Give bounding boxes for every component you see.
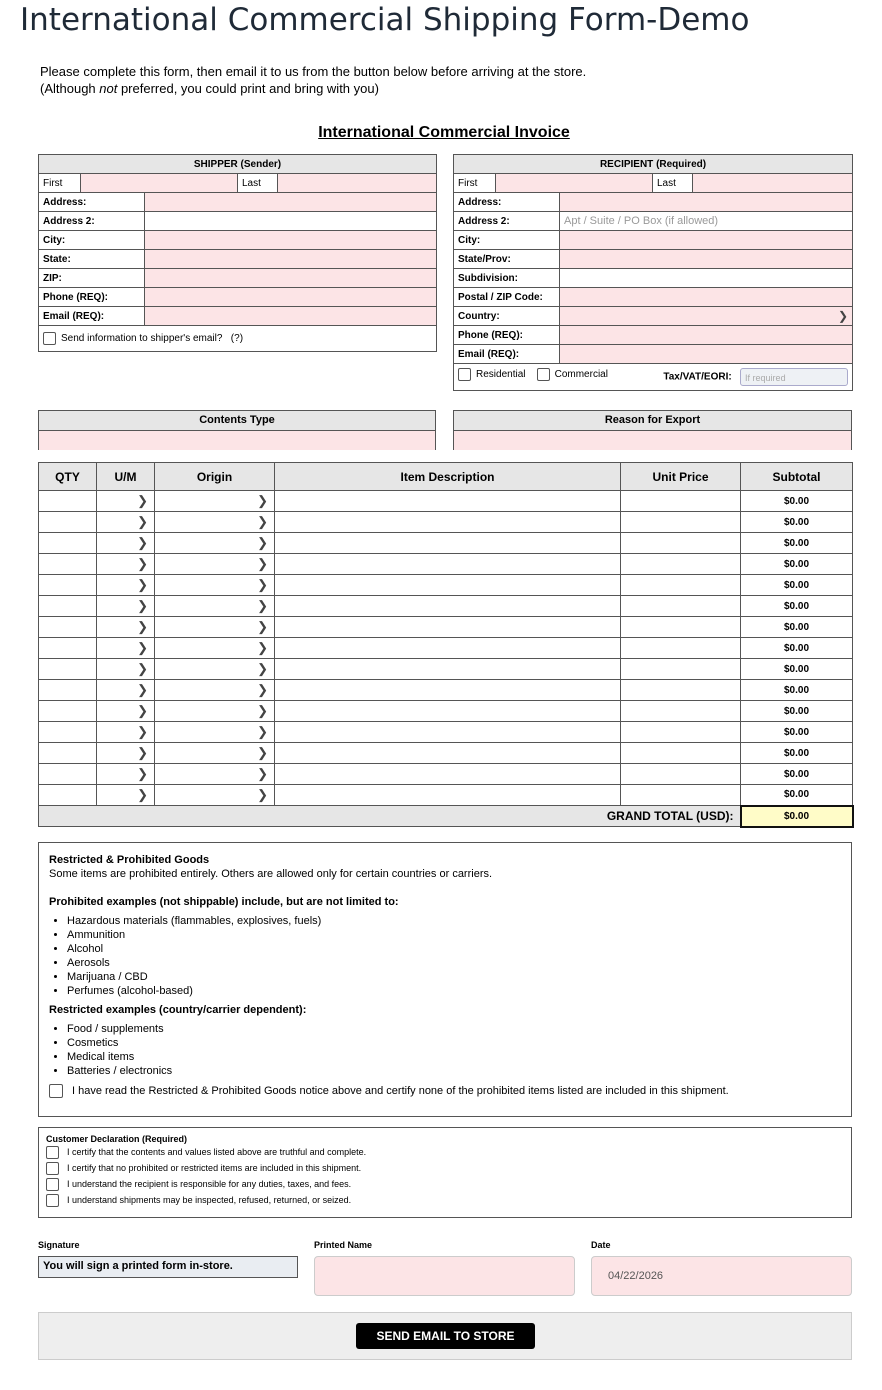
declaration-item	[46, 1176, 844, 1192]
declaration-list	[46, 1144, 844, 1208]
residential-label: Residential	[476, 369, 526, 381]
subtotal-value: $0.00	[741, 491, 853, 512]
tax-label: Tax/VAT/EORI:	[663, 371, 732, 383]
certify-checkbox[interactable]	[49, 1084, 63, 1098]
chevron-down-icon: ❯	[137, 577, 148, 592]
list-item: • Hazardous materials (flammables, explosives, fuels)	[67, 914, 841, 928]
intro-line-2-post: preferred, you could print and bring with you)	[117, 81, 379, 96]
signature-label: Signature	[38, 1240, 80, 1250]
intro-line-1: Please complete this form, then email it to us from the button below before arriving at the store.	[40, 64, 587, 79]
table-row	[39, 764, 853, 785]
grand-total-value: $0.00	[741, 806, 853, 827]
shipper-table	[38, 154, 437, 352]
restricted-list	[49, 1022, 841, 1078]
items-col-header: Subtotal	[741, 463, 853, 491]
chevron-down-icon: ❯	[137, 682, 148, 697]
description-input[interactable]	[275, 491, 621, 512]
table-row	[39, 722, 853, 743]
send-info-checkbox[interactable]	[43, 332, 56, 345]
description-input[interactable]	[275, 575, 621, 596]
unit-price-input[interactable]	[621, 764, 741, 785]
chevron-down-icon: ❯	[257, 745, 268, 760]
declaration-item	[46, 1144, 844, 1160]
recipient-phone-input[interactable]	[560, 326, 853, 345]
table-row	[39, 785, 853, 806]
um-select[interactable]	[97, 533, 155, 554]
chevron-down-icon: ❯	[257, 493, 268, 508]
recipient-city-label: City:	[454, 231, 560, 250]
unit-price-input[interactable]	[621, 533, 741, 554]
shipper-email-input[interactable]	[145, 307, 437, 326]
subtotal-value: $0.00	[741, 596, 853, 617]
chevron-down-icon: ❯	[257, 682, 268, 697]
recipient-last-input[interactable]	[693, 174, 853, 193]
unit-price-input[interactable]	[621, 701, 741, 722]
table-row	[39, 575, 853, 596]
restricted-intro: Some items are prohibited entirely. Others are allowed only for certain countries or carriers.	[49, 868, 493, 880]
footer-bar	[38, 1312, 852, 1360]
tax-input[interactable]: If required	[740, 368, 848, 386]
residential-checkbox[interactable]	[458, 368, 471, 381]
qty-input[interactable]	[39, 722, 97, 743]
subtotal-value: $0.00	[741, 638, 853, 659]
um-select[interactable]	[97, 617, 155, 638]
description-input[interactable]	[275, 785, 621, 806]
description-input[interactable]	[275, 638, 621, 659]
origin-select[interactable]	[155, 722, 275, 743]
shipper-phone-label: Phone (REQ):	[39, 288, 145, 307]
shipper-phone-input[interactable]	[145, 288, 437, 307]
qty-input[interactable]	[39, 533, 97, 554]
table-row	[39, 638, 853, 659]
subtotal-value: $0.00	[741, 617, 853, 638]
qty-input[interactable]	[39, 743, 97, 764]
recipient-email-label: Email (REQ):	[454, 345, 560, 364]
chevron-down-icon: ❯	[137, 766, 148, 781]
description-input[interactable]	[275, 533, 621, 554]
qty-input[interactable]	[39, 554, 97, 575]
recipient-state-input[interactable]	[560, 250, 853, 269]
table-row	[39, 680, 853, 701]
chevron-down-icon: ❯	[137, 535, 148, 550]
description-input[interactable]	[275, 764, 621, 785]
description-input[interactable]	[275, 554, 621, 575]
commercial-checkbox[interactable]	[537, 368, 550, 381]
qty-input[interactable]	[39, 491, 97, 512]
declaration-checkbox[interactable]	[46, 1178, 59, 1191]
um-select[interactable]	[97, 785, 155, 806]
chevron-down-icon: ❯	[257, 619, 268, 634]
commercial-label: Commercial	[554, 369, 608, 381]
recipient-address2-label: Address 2:	[454, 212, 560, 231]
restricted-examples-title: Restricted examples (country/carrier dependent):	[49, 1004, 307, 1016]
intro-line-2-pre: (Although	[40, 81, 100, 96]
recipient-first-input[interactable]	[496, 174, 653, 193]
um-select[interactable]	[97, 764, 155, 785]
reason-export-box	[453, 410, 852, 450]
list-item: • Medical items	[67, 1050, 841, 1064]
table-row	[39, 491, 853, 512]
recipient-type-row	[454, 364, 853, 391]
contents-type-box	[38, 410, 436, 450]
list-item: • Aerosols	[67, 956, 841, 970]
intro-line-2	[40, 80, 586, 97]
qty-input[interactable]	[39, 512, 97, 533]
chevron-down-icon: ❯	[257, 766, 268, 781]
chevron-down-icon: ❯	[257, 577, 268, 592]
origin-select[interactable]	[155, 533, 275, 554]
origin-select[interactable]	[155, 491, 275, 512]
list-item: • Batteries / electronics	[67, 1064, 841, 1078]
restricted-goods-panel	[38, 842, 852, 1117]
chevron-down-icon: ❯	[137, 619, 148, 634]
subtotal-value: $0.00	[741, 554, 853, 575]
subtotal-value: $0.00	[741, 659, 853, 680]
um-select[interactable]	[97, 638, 155, 659]
table-row	[39, 554, 853, 575]
um-select[interactable]	[97, 659, 155, 680]
table-row	[39, 743, 853, 764]
qty-input[interactable]	[39, 764, 97, 785]
invoice-title: International Commercial Invoice	[318, 124, 570, 141]
um-select[interactable]	[97, 491, 155, 512]
reason-export-label: Reason for Export	[454, 411, 851, 431]
date-label: Date	[591, 1240, 611, 1250]
unit-price-input[interactable]	[621, 743, 741, 764]
unit-price-input[interactable]	[621, 722, 741, 743]
shipper-address-input[interactable]	[145, 193, 437, 212]
page-title: International Commercial Shipping Form-Demo	[20, 2, 750, 38]
um-select[interactable]	[97, 596, 155, 617]
declaration-checkbox[interactable]	[46, 1194, 59, 1207]
recipient-country-label: Country:	[454, 307, 560, 326]
shipper-address-label: Address:	[39, 193, 145, 212]
recipient-postal-input[interactable]	[560, 288, 853, 307]
origin-select[interactable]	[155, 554, 275, 575]
qty-input[interactable]	[39, 680, 97, 701]
unit-price-input[interactable]	[621, 575, 741, 596]
unit-price-input[interactable]	[621, 680, 741, 701]
unit-price-input[interactable]	[621, 659, 741, 680]
description-input[interactable]	[275, 743, 621, 764]
origin-select[interactable]	[155, 638, 275, 659]
chevron-down-icon: ❯	[257, 640, 268, 655]
um-select[interactable]	[97, 701, 155, 722]
contents-type-input[interactable]	[39, 431, 435, 450]
recipient-country-select[interactable]	[560, 307, 853, 326]
um-select[interactable]	[97, 554, 155, 575]
declaration-item	[46, 1192, 844, 1208]
description-input[interactable]	[275, 701, 621, 722]
subtotal-value: $0.00	[741, 701, 853, 722]
origin-select[interactable]	[155, 659, 275, 680]
shipper-email-label: Email (REQ):	[39, 307, 145, 326]
recipient-subdivision-input[interactable]	[560, 269, 853, 288]
unit-price-input[interactable]	[621, 512, 741, 533]
chevron-down-icon: ❯	[257, 703, 268, 718]
recipient-subdivision-label: Subdivision:	[454, 269, 560, 288]
declaration-item	[46, 1160, 844, 1176]
chevron-down-icon: ❯	[257, 535, 268, 550]
chevron-down-icon: ❯	[137, 745, 148, 760]
um-select[interactable]	[97, 722, 155, 743]
shipper-first-label: First	[39, 174, 81, 193]
origin-select[interactable]	[155, 575, 275, 596]
chevron-down-icon: ❯	[257, 724, 268, 739]
recipient-header: RECIPIENT (Required)	[454, 155, 853, 174]
recipient-address-label: Address:	[454, 193, 560, 212]
certify-row	[49, 1084, 841, 1098]
shipper-last-input[interactable]	[278, 174, 437, 193]
list-item: • Perfumes (alcohol-based)	[67, 984, 841, 998]
items-col-header: Origin	[155, 463, 275, 491]
chevron-down-icon: ❯	[137, 661, 148, 676]
items-col-header: Unit Price	[621, 463, 741, 491]
subtotal-value: $0.00	[741, 533, 853, 554]
chevron-down-icon: ❯	[137, 493, 148, 508]
chevron-down-icon: ❯	[257, 787, 268, 802]
um-select[interactable]	[97, 512, 155, 533]
intro-text	[40, 63, 586, 97]
description-input[interactable]	[275, 680, 621, 701]
declaration-label: I understand the recipient is responsible for any duties, taxes, and fees.	[67, 1179, 352, 1189]
restricted-title: Restricted & Prohibited Goods	[49, 854, 210, 866]
recipient-address-input[interactable]	[560, 193, 853, 212]
list-item: • Ammunition	[67, 928, 841, 942]
prohibited-list	[49, 914, 841, 998]
list-item: • Marijuana / CBD	[67, 970, 841, 984]
recipient-last-label: Last	[653, 174, 693, 193]
date-input[interactable]: 04/22/2026	[591, 1256, 852, 1296]
subtotal-value: $0.00	[741, 764, 853, 785]
contents-type-label: Contents Type	[39, 411, 435, 431]
chevron-down-icon: ❯	[257, 598, 268, 613]
description-input[interactable]	[275, 596, 621, 617]
origin-select[interactable]	[155, 785, 275, 806]
chevron-down-icon: ❯	[257, 556, 268, 571]
chevron-down-icon: ❯	[137, 514, 148, 529]
chevron-down-icon: ❯	[137, 787, 148, 802]
description-input[interactable]	[275, 659, 621, 680]
recipient-first-label: First	[454, 174, 496, 193]
recipient-state-label: State/Prov:	[454, 250, 560, 269]
items-table	[38, 462, 854, 828]
chevron-down-icon: ❯	[257, 661, 268, 676]
items-body	[39, 491, 853, 827]
chevron-down-icon: ❯	[837, 309, 849, 323]
shipper-city-input[interactable]	[145, 231, 437, 250]
declaration-checkbox[interactable]	[46, 1146, 59, 1159]
qty-input[interactable]	[39, 617, 97, 638]
subtotal-value: $0.00	[741, 680, 853, 701]
recipient-table	[453, 154, 853, 391]
grand-total-row	[39, 806, 853, 827]
subtotal-value: $0.00	[741, 743, 853, 764]
declaration-label: I understand shipments may be inspected, refused, returned, or seized.	[67, 1195, 352, 1205]
origin-select[interactable]	[155, 701, 275, 722]
list-item: • Alcohol	[67, 942, 841, 956]
chevron-down-icon: ❯	[137, 640, 148, 655]
send-info-label: Send information to shipper's email?	[61, 333, 223, 345]
send-email-button[interactable]: SEND EMAIL TO STORE	[356, 1323, 535, 1349]
origin-select[interactable]	[155, 617, 275, 638]
subtotal-value: $0.00	[741, 785, 853, 806]
table-row	[39, 617, 853, 638]
origin-select[interactable]	[155, 743, 275, 764]
list-item: • Cosmetics	[67, 1036, 841, 1050]
shipper-first-input[interactable]	[81, 174, 238, 193]
unit-price-input[interactable]	[621, 617, 741, 638]
subtotal-value: $0.00	[741, 722, 853, 743]
signature-box: You will sign a printed form in-store.	[38, 1256, 298, 1278]
origin-select[interactable]	[155, 680, 275, 701]
grand-total-label: GRAND TOTAL (USD):	[39, 806, 741, 827]
chevron-down-icon: ❯	[137, 724, 148, 739]
chevron-down-icon: ❯	[137, 703, 148, 718]
shipper-send-info-row	[39, 326, 437, 352]
items-col-header: QTY	[39, 463, 97, 491]
table-row	[39, 533, 853, 554]
description-input[interactable]	[275, 617, 621, 638]
shipper-header: SHIPPER (Sender)	[39, 155, 437, 174]
shipper-address2-input[interactable]	[145, 212, 437, 231]
table-row	[39, 596, 853, 617]
recipient-email-input[interactable]	[560, 345, 853, 364]
items-col-header: U/M	[97, 463, 155, 491]
list-item: • Food / supplements	[67, 1022, 841, 1036]
recipient-address2-input[interactable]: Apt / Suite / PO Box (if allowed)	[560, 212, 853, 231]
shipper-state-input[interactable]	[145, 250, 437, 269]
table-row	[39, 659, 853, 680]
prohibited-title: Prohibited examples (not shippable) include, but are not limited to:	[49, 896, 399, 908]
declaration-checkbox[interactable]	[46, 1162, 59, 1175]
declaration-title: Customer Declaration (Required)	[46, 1134, 188, 1144]
shipper-state-label: State:	[39, 250, 145, 269]
help-icon[interactable]: (?)	[230, 333, 244, 345]
certify-label: I have read the Restricted & Prohibited Goods notice above and certify none of the prohibited items listed are included in this shipment.	[72, 1085, 729, 1097]
unit-price-input[interactable]	[621, 638, 741, 659]
items-header-row	[39, 463, 853, 491]
qty-input[interactable]	[39, 638, 97, 659]
um-select[interactable]	[97, 680, 155, 701]
reason-export-input[interactable]	[454, 431, 851, 450]
unit-price-input[interactable]	[621, 554, 741, 575]
um-select[interactable]	[97, 743, 155, 764]
unit-price-input[interactable]	[621, 596, 741, 617]
declaration-label: I certify that the contents and values listed above are truthful and complete.	[67, 1147, 367, 1157]
unit-price-input[interactable]	[621, 785, 741, 806]
printed-name-label: Printed Name	[314, 1240, 373, 1250]
qty-input[interactable]	[39, 701, 97, 722]
origin-select[interactable]	[155, 512, 275, 533]
origin-select[interactable]	[155, 596, 275, 617]
shipper-zip-label: ZIP:	[39, 269, 145, 288]
qty-input[interactable]	[39, 785, 97, 806]
subtotal-value: $0.00	[741, 575, 853, 596]
table-row	[39, 701, 853, 722]
qty-input[interactable]	[39, 596, 97, 617]
intro-line-2-emphasis: not	[99, 81, 118, 96]
shipper-address2-label: Address 2:	[39, 212, 145, 231]
chevron-down-icon: ❯	[137, 556, 148, 571]
printed-name-input[interactable]	[314, 1256, 575, 1296]
chevron-down-icon: ❯	[257, 514, 268, 529]
shipper-zip-input[interactable]	[145, 269, 437, 288]
description-input[interactable]	[275, 512, 621, 533]
recipient-city-input[interactable]	[560, 231, 853, 250]
qty-input[interactable]	[39, 575, 97, 596]
subtotal-value: $0.00	[741, 512, 853, 533]
description-input[interactable]	[275, 722, 621, 743]
recipient-postal-label: Postal / ZIP Code:	[454, 288, 560, 307]
qty-input[interactable]	[39, 659, 97, 680]
customer-declaration	[38, 1127, 852, 1218]
unit-price-input[interactable]	[621, 491, 741, 512]
um-select[interactable]	[97, 575, 155, 596]
items-col-header: Item Description	[275, 463, 621, 491]
origin-select[interactable]	[155, 764, 275, 785]
declaration-label: I certify that no prohibited or restricted items are included in this shipment.	[67, 1163, 362, 1173]
table-row	[39, 512, 853, 533]
shipper-city-label: City:	[39, 231, 145, 250]
shipper-last-label: Last	[238, 174, 278, 193]
chevron-down-icon: ❯	[137, 598, 148, 613]
recipient-phone-label: Phone (REQ):	[454, 326, 560, 345]
